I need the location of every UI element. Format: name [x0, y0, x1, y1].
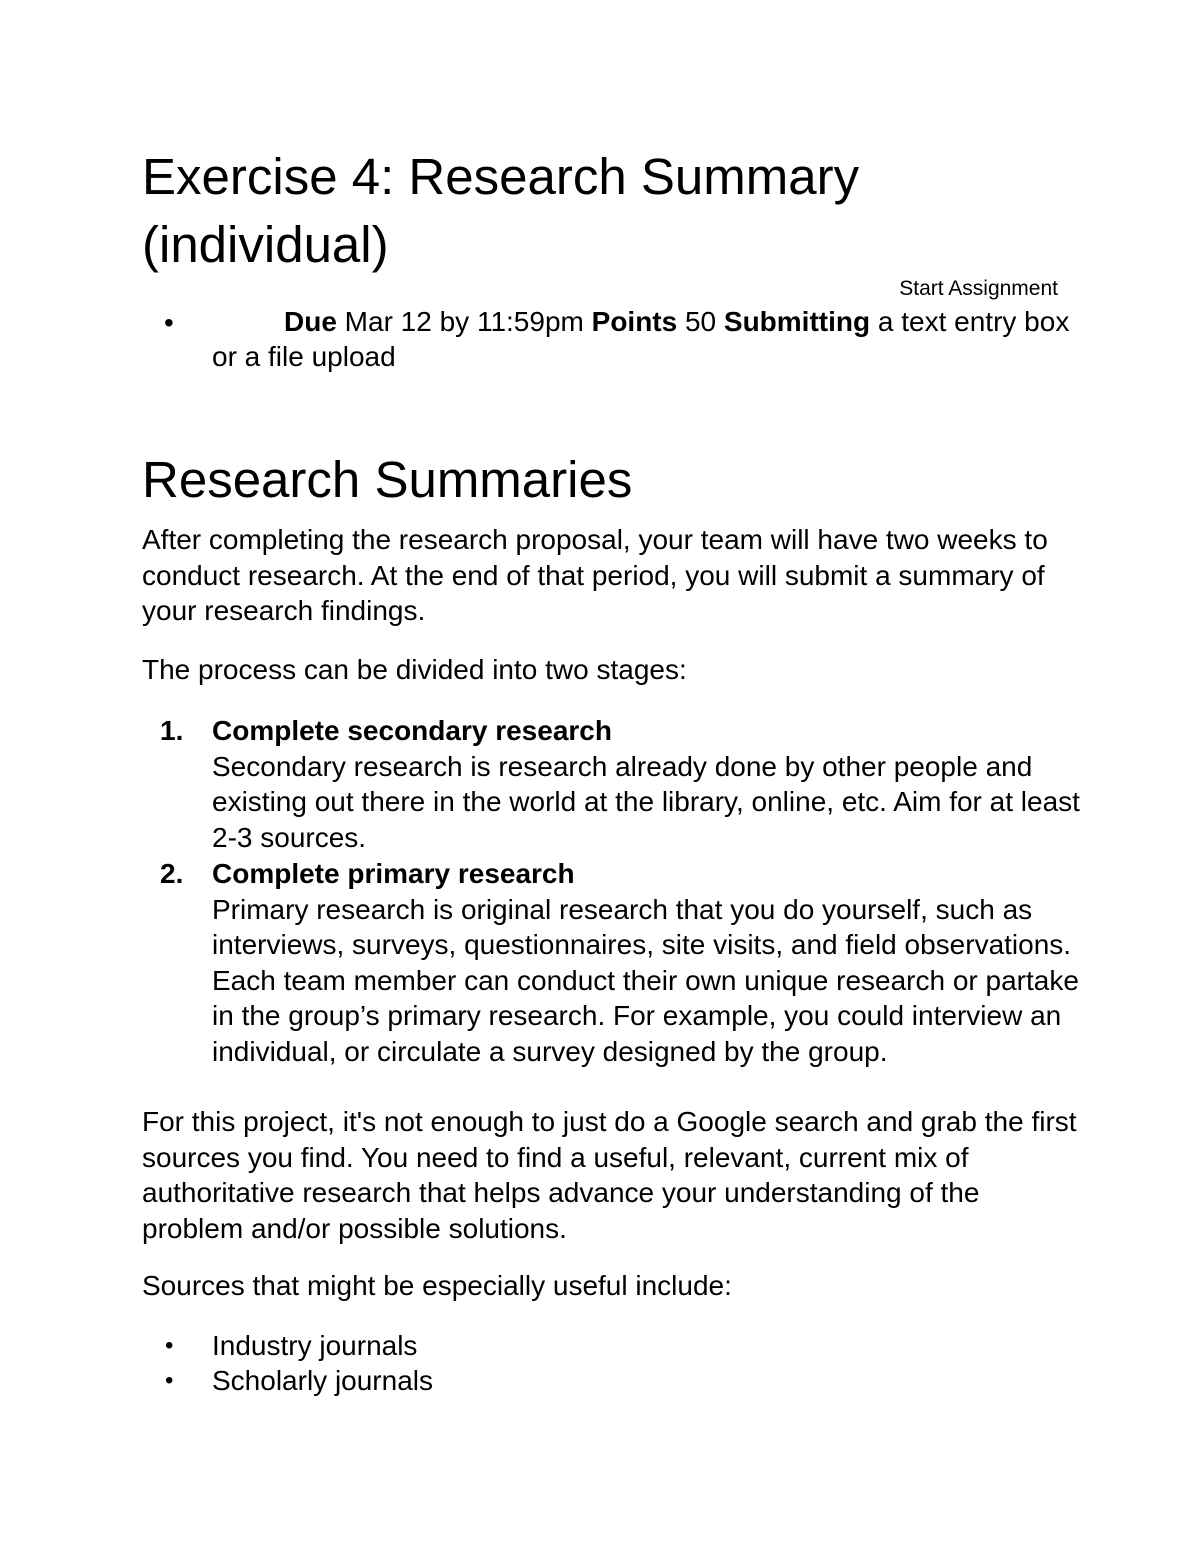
- points-value: 50: [677, 306, 724, 337]
- stage-title: Complete secondary research: [212, 715, 612, 746]
- submitting-label: Submitting: [723, 306, 871, 337]
- submitting-value: a text entry box or a file upload: [212, 306, 1070, 372]
- stage-item: [212, 713, 1092, 855]
- list-item: Scholarly journals: [212, 1365, 433, 1396]
- process-intro: The process can be divided into two stages:: [142, 654, 687, 685]
- project-note: For this project, it's not enough to just do a Google search and grab the first sources you find. You need to find a useful, relevant, current mix of authoritative research that helps advance your understanding of the problem and/or possible solutions.: [142, 1106, 1077, 1244]
- list-item: Industry journals: [212, 1330, 418, 1361]
- due-value: Mar 12 by 11:59pm: [336, 306, 592, 337]
- points-label: Points: [591, 306, 678, 337]
- stage-item: [212, 856, 1092, 1069]
- stage-title: Complete primary research: [212, 858, 575, 889]
- assignment-meta: [212, 304, 1072, 374]
- section-heading: Research Summaries: [142, 451, 633, 508]
- page-title: Exercise 4: Research Summary (individual): [142, 148, 860, 273]
- list-bullet: •: [165, 1332, 174, 1359]
- due-label: Due: [284, 306, 337, 337]
- intro-paragraph: After completing the research proposal, your team will have two weeks to conduct research. At the end of that period, you will submit a summary of your research findings.: [142, 524, 1048, 626]
- stage-number: 1.: [160, 715, 184, 746]
- stage-body: Primary research is original research that you do yourself, such as interviews, surveys, questionnaires, site visits, and field observations. Each team member can conduct their own unique research or partake in the group’s primary research. For example, you could interview an individual, or circulate a survey designed by the group.: [212, 893, 1079, 1067]
- sources-intro: Sources that might be especially useful include:: [142, 1270, 732, 1301]
- stage-number: 2.: [160, 858, 184, 889]
- start-assignment-link[interactable]: Start Assignment: [899, 277, 1058, 300]
- list-bullet: •: [165, 1367, 174, 1394]
- stage-body: Secondary research is research already done by other people and existing out there in the world at the library, online, etc. Aim for at least 2-3 sources.: [212, 750, 1080, 853]
- meta-bullet: •: [164, 307, 174, 338]
